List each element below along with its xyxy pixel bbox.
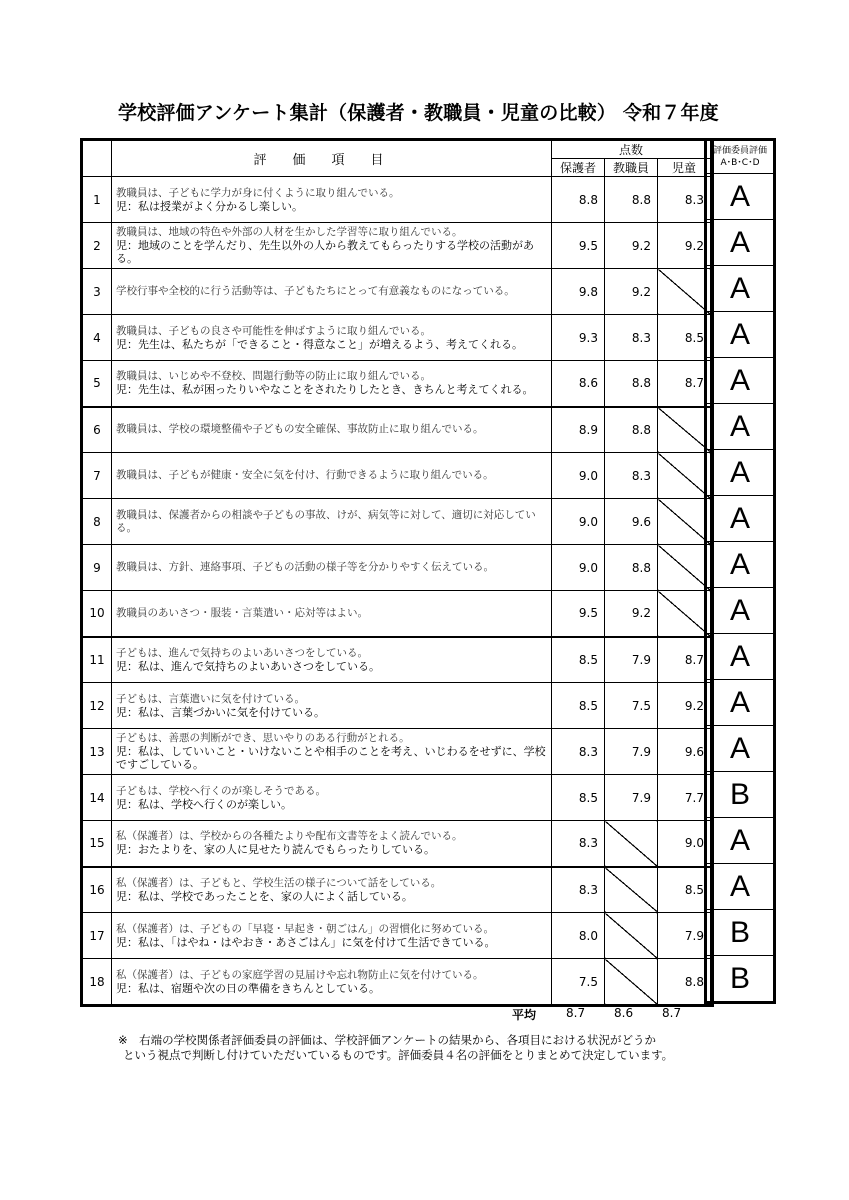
item-text-child: 児：おたよりを、家の人に見せたり読んでもらったりしている。 — [116, 843, 435, 857]
item-text-main: 私（保護者）は、子どもと、学校生活の様子について話をしている。 — [116, 876, 442, 889]
row-item — [112, 499, 552, 545]
grade-row — [707, 358, 774, 404]
score-staff: 9.2 — [605, 269, 658, 315]
score-parent: 8.6 — [552, 361, 605, 407]
item-text-main: 教職員は、いじめや不登校、問題行動等の防止に取り組んでいる。 — [116, 370, 431, 383]
row-number: 9 — [83, 545, 112, 591]
row-item — [112, 775, 552, 821]
score-parent: 7.5 — [552, 959, 605, 1005]
score-child: 7.9 — [658, 913, 712, 959]
grade-row — [707, 496, 774, 542]
row-item — [112, 315, 552, 361]
header-item-label: 評価項目 — [112, 141, 552, 177]
row-item — [112, 407, 552, 453]
page-title: 学校評価アンケート集計（保護者・教職員・児童の比較） 令和７年度 — [118, 102, 719, 124]
score-parent: 9.0 — [552, 499, 605, 545]
table-row — [83, 637, 712, 683]
table-row — [83, 545, 712, 591]
grade-row — [707, 542, 774, 588]
row-number: 17 — [83, 913, 112, 959]
score-staff — [605, 867, 658, 913]
score-parent: 9.3 — [552, 315, 605, 361]
table-row — [83, 821, 712, 867]
row-item — [112, 361, 552, 407]
score-parent: 8.3 — [552, 729, 605, 775]
row-number: 8 — [83, 499, 112, 545]
table-row — [83, 407, 712, 453]
grade-row — [707, 450, 774, 496]
row-item — [112, 913, 552, 959]
item-text-child: 児：先生は、私たちが「できること・得意なこと」が増えるよう、考えてくれる。 — [116, 337, 523, 351]
score-child: 8.3 — [658, 177, 712, 223]
table-row — [83, 775, 712, 821]
grade-label-1: 評価委員評価 — [712, 146, 767, 156]
score-staff: 8.3 — [605, 453, 658, 499]
header-number-cell — [83, 141, 112, 177]
score-child — [658, 499, 712, 545]
score-staff: 7.5 — [605, 683, 658, 729]
row-item — [112, 867, 552, 913]
footnote — [118, 1033, 673, 1063]
score-staff: 8.8 — [605, 407, 658, 453]
grade-label-2: A･B･C･D — [720, 158, 760, 168]
score-parent: 8.3 — [552, 867, 605, 913]
score-parent: 9.5 — [552, 591, 605, 637]
table-row — [83, 913, 712, 959]
row-number: 7 — [83, 453, 112, 499]
grade-value: B — [707, 910, 774, 956]
grade-value: A — [707, 450, 774, 496]
row-number: 18 — [83, 959, 112, 1005]
average-staff: 8.6 — [614, 1006, 634, 1020]
score-parent: 9.0 — [552, 545, 605, 591]
grade-value: B — [707, 956, 774, 1002]
row-item — [112, 591, 552, 637]
table-row — [83, 591, 712, 637]
average-label: 平均 — [512, 1008, 537, 1022]
grade-row — [707, 634, 774, 680]
score-parent: 8.8 — [552, 177, 605, 223]
item-text-child: 児：私は、宿題や次の日の準備をきちんとしている。 — [116, 981, 380, 995]
score-child — [658, 453, 712, 499]
score-child: 8.8 — [658, 959, 712, 1005]
score-staff: 9.6 — [605, 499, 658, 545]
score-parent: 8.5 — [552, 683, 605, 729]
score-staff: 7.9 — [605, 637, 658, 683]
grade-row — [707, 680, 774, 726]
grade-value: A — [707, 404, 774, 450]
score-child — [658, 269, 712, 315]
row-item — [112, 959, 552, 1005]
table-row — [83, 453, 712, 499]
row-item — [112, 177, 552, 223]
grade-row — [707, 588, 774, 634]
item-text-child: 児：私は、学校であったことを、家の人によく話している。 — [116, 889, 413, 903]
item-text-main: 子どもは、言葉遣いに気を付けている。 — [116, 692, 305, 705]
grade-value: A — [707, 588, 774, 634]
score-staff — [605, 821, 658, 867]
score-child — [658, 407, 712, 453]
row-number: 2 — [83, 223, 112, 269]
score-child: 9.2 — [658, 223, 712, 269]
grade-row — [707, 404, 774, 450]
item-text-child: 児：私は授業がよく分かるし楽しい。 — [116, 199, 303, 213]
item-text-main: 私（保護者）は、子どもの家庭学習の見届けや忘れ物防止に気を付けている。 — [116, 968, 484, 981]
item-text-main: 子どもは、学校へ行くのが楽しそうである。 — [116, 784, 326, 797]
table-row — [83, 177, 712, 223]
item-text-child: 児：先生は、私が困ったりいやなことをされたりしたとき、きちんと考えてくれる。 — [116, 383, 534, 397]
grade-row — [707, 864, 774, 910]
score-parent: 8.3 — [552, 821, 605, 867]
row-number: 15 — [83, 821, 112, 867]
row-item — [112, 223, 552, 269]
row-item — [112, 453, 552, 499]
grade-row — [707, 818, 774, 864]
score-child: 9.6 — [658, 729, 712, 775]
grade-row — [707, 956, 774, 1002]
row-number: 13 — [83, 729, 112, 775]
grade-value: A — [707, 266, 774, 312]
score-parent: 8.9 — [552, 407, 605, 453]
score-child: 9.2 — [658, 683, 712, 729]
item-text-child: 児：私は、学校へ行くのが楽しい。 — [116, 797, 292, 811]
score-parent: 9.0 — [552, 453, 605, 499]
grade-value: A — [707, 680, 774, 726]
score-staff — [605, 913, 658, 959]
grade-value: A — [707, 542, 774, 588]
item-text-main: 教職員は、学校の環境整備や子どもの安全確保、事故防止に取り組んでいる。 — [116, 423, 484, 436]
table-row — [83, 315, 712, 361]
grade-value: A — [707, 496, 774, 542]
table-row — [83, 867, 712, 913]
score-child: 8.5 — [658, 315, 712, 361]
row-item — [112, 729, 552, 775]
footnote-line-2: という視点で判断し付けていただいているものです。評価委員４名の評価をとりまとめて決定しています。 — [123, 1048, 674, 1062]
table-row — [83, 223, 712, 269]
footnote-line-1: ※ 右端の学校関係者評価委員の評価は、学校評価アンケートの結果から、各項目における状況がどうか — [118, 1033, 656, 1047]
item-text-main: 学校行事や全校的に行う活動等は、子どもたちにとって有意義なものになっている。 — [116, 285, 515, 297]
row-number: 1 — [83, 177, 112, 223]
item-text-main: 私（保護者）は、子どもの「早寝・早起き・朝ごはん」の習慣化に努めている。 — [116, 922, 494, 935]
table-row — [83, 269, 712, 315]
row-item — [112, 269, 552, 315]
grade-value: A — [707, 726, 774, 772]
item-text-main: 教職員は、地域の特色や外部の人材を生かした学習等に取り組んでいる。 — [116, 226, 463, 238]
score-child: 8.7 — [658, 637, 712, 683]
row-item — [112, 637, 552, 683]
row-item — [112, 821, 552, 867]
average-parent: 8.7 — [566, 1006, 586, 1020]
score-staff: 8.8 — [605, 177, 658, 223]
score-child: 8.7 — [658, 361, 712, 407]
grade-value: B — [707, 772, 774, 818]
average-child: 8.7 — [662, 1006, 682, 1020]
grade-value: A — [707, 358, 774, 404]
grade-value: A — [707, 818, 774, 864]
grade-table — [706, 140, 774, 1002]
grade-row — [707, 174, 774, 220]
score-child: 8.5 — [658, 867, 712, 913]
item-text-main: 教職員は、保護者からの相談や子どもの事故、けが、病気等に対して、適切に対応している。 — [116, 508, 536, 534]
item-text-child: 児：私は、「はやね・はやおき・あさごはん」に気を付けて生活できている。 — [116, 935, 496, 949]
header-parent: 保護者 — [552, 159, 605, 177]
table-header-row — [83, 141, 712, 159]
score-parent: 9.5 — [552, 223, 605, 269]
grade-row — [707, 312, 774, 358]
item-text-main: 教職員は、方針、連絡事項、子どもの活動の様子等を分かりやすく伝えている。 — [116, 561, 494, 573]
score-staff: 9.2 — [605, 591, 658, 637]
row-item — [112, 545, 552, 591]
header-staff: 教職員 — [605, 159, 658, 177]
row-number: 16 — [83, 867, 112, 913]
table-row — [83, 959, 712, 1005]
score-staff: 8.8 — [605, 361, 658, 407]
item-text-main: 教職員は、子どもに学力が身に付くように取り組んでいる。 — [116, 186, 400, 199]
grade-row — [707, 910, 774, 956]
score-parent: 8.5 — [552, 637, 605, 683]
row-number: 11 — [83, 637, 112, 683]
score-staff: 7.9 — [605, 729, 658, 775]
table-row — [83, 729, 712, 775]
item-text-child: 児：私は、進んで気持ちのよいあいさつをしている。 — [116, 659, 380, 673]
row-item — [112, 683, 552, 729]
score-staff — [605, 959, 658, 1005]
evaluation-table — [82, 140, 712, 1005]
row-number: 12 — [83, 683, 112, 729]
grade-row — [707, 726, 774, 772]
score-child: 9.0 — [658, 821, 712, 867]
table-row — [83, 683, 712, 729]
grade-row — [707, 772, 774, 818]
item-text-main: 子どもは、進んで気持ちのよいあいさつをしている。 — [116, 646, 368, 659]
item-text-main: 子どもは、善悪の判断ができ、思いやりのある行動がとれる。 — [116, 732, 410, 744]
row-number: 6 — [83, 407, 112, 453]
grade-value: A — [707, 864, 774, 910]
grade-header-row — [707, 141, 774, 174]
row-number: 3 — [83, 269, 112, 315]
row-number: 10 — [83, 591, 112, 637]
item-text-main: 教職員のあいさつ・服装・言葉遣い・応対等はよい。 — [116, 606, 368, 619]
item-text-main: 教職員は、子どもの良さや可能性を伸ばすように取り組んでいる。 — [116, 324, 431, 337]
row-number: 4 — [83, 315, 112, 361]
score-staff: 7.9 — [605, 775, 658, 821]
header-child: 児童 — [658, 159, 712, 177]
grade-row — [707, 220, 774, 266]
table-row — [83, 361, 712, 407]
score-staff: 8.3 — [605, 315, 658, 361]
item-text-main: 私（保護者）は、学校からの各種たよりや配布文書等をよく読んでいる。 — [116, 830, 463, 843]
score-staff: 9.2 — [605, 223, 658, 269]
score-child — [658, 591, 712, 637]
table-row — [83, 499, 712, 545]
item-text-child: 児：私は、していいこと・いけないことや相手のことを考え、いじわるをせずに、学校ですごしている。 — [116, 745, 546, 771]
item-text-child: 児：私は、言葉づかいに気を付けている。 — [116, 705, 325, 719]
score-child — [658, 545, 712, 591]
item-text-child: 児：地域のことを学んだり、先生以外の人から教えてもらったりする学校の活動がある。 — [116, 239, 534, 265]
item-text-main: 教職員は、子どもが健康・安全に気を付け、行動できるように取り組んでいる。 — [116, 469, 494, 481]
score-child: 7.7 — [658, 775, 712, 821]
grade-value: A — [707, 220, 774, 266]
grade-value: A — [707, 174, 774, 220]
score-parent: 8.0 — [552, 913, 605, 959]
score-staff: 8.8 — [605, 545, 658, 591]
grade-value: A — [707, 634, 774, 680]
row-number: 5 — [83, 361, 112, 407]
row-number: 14 — [83, 775, 112, 821]
grade-value: A — [707, 312, 774, 358]
header-score-label: 点数 — [552, 141, 712, 159]
score-parent: 8.5 — [552, 775, 605, 821]
grade-header — [707, 141, 774, 174]
grade-row — [707, 266, 774, 312]
score-parent: 9.8 — [552, 269, 605, 315]
